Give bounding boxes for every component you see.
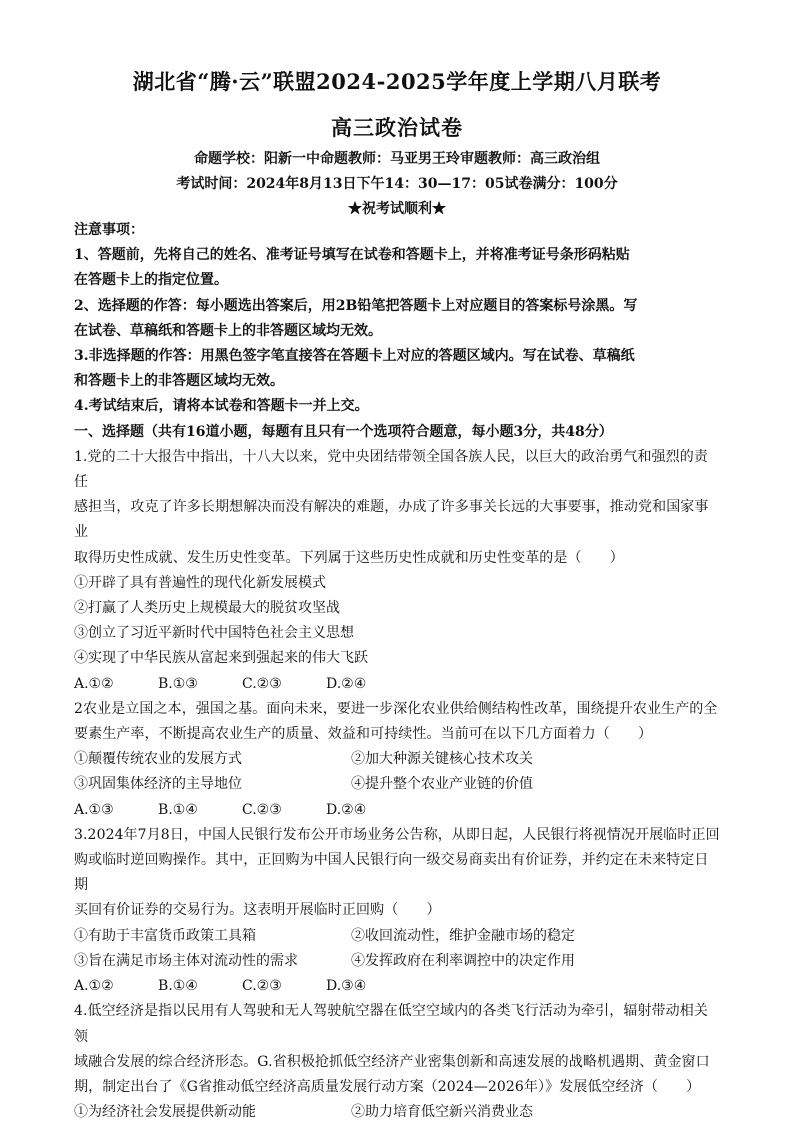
option-item: ①颠覆传统农业的发展方式: [74, 751, 242, 768]
option-row: [74, 747, 722, 772]
question-stem-line: 域融合发展的综合经济形态。G.省积极抢抓低空经济产业密集创新和高速发展的战略机遇期、黄金窗口: [74, 1053, 710, 1070]
question-1: [74, 445, 722, 697]
option-item: ④提升整个农业产业链的价值: [351, 776, 533, 793]
option-row: [74, 949, 722, 974]
question-3: [74, 823, 722, 999]
option-item: ①有助于丰富货币政策工具箱: [74, 927, 256, 944]
answer-choices: [74, 798, 722, 823]
section-heading: 一、选择题（共有16道小题，每题有且只有一个选项符合题意，每小题3分，共48分）: [74, 423, 613, 440]
option-item: ③旨在满足市场主体对流动性的需求: [74, 952, 298, 969]
choice-c: C.②③: [242, 978, 282, 995]
option-item: ②助力培育低空新兴消费业态: [351, 1104, 533, 1121]
exam-title: 湖北省“腾·云”联盟2024-2025学年度上学期八月联考: [132, 69, 662, 94]
notes-line: 3.非选择题的作答：用黑色签字笔直接答在答题卡上对应的答题区域内。写在试卷、草稿纸: [74, 348, 635, 365]
option-row: [74, 772, 722, 797]
exam-blessing: ★祝考试顺利★: [348, 201, 446, 217]
answer-choices: [74, 974, 722, 999]
question-stem-line: 要素生产率，不断提高农业生产的质量、效益和可持续性。当前可在以下几方面着力（ ）: [74, 726, 653, 743]
question-stem-line: 期，制定出台了《G省推动低空经济高质量发展行动方案（2024—2026年）》发展低空经济（ ）: [74, 1078, 701, 1095]
choice-b: B.①③: [158, 675, 198, 692]
option-item: ②加大种源关键核心技术攻关: [351, 751, 533, 768]
choice-c: C.②③: [242, 801, 282, 818]
option-row: [74, 924, 722, 949]
answer-choices: [74, 672, 722, 697]
notes-line: 和答题卡上的非答题区域均无效。: [74, 373, 284, 390]
option-item: ①开辟了具有普遍性的现代化新发展模式: [74, 574, 326, 591]
option-item: ②打赢了人类历史上规模最大的脱贫攻坚战: [74, 600, 340, 617]
exam-authors: 命题学校：阳新一中命题教师：马亚男王玲审题教师：高三政治组: [194, 151, 600, 167]
notes-heading: 注意事项：: [74, 222, 144, 238]
choice-b: B.①④: [158, 978, 198, 995]
choice-d: D.②④: [326, 675, 367, 692]
question-stem-line: 感担当，攻克了许多长期想解决而没有解决的难题，办成了许多事关长远的大事要事，推动党和国家事业: [74, 499, 709, 541]
question-stem-line: 4.低空经济是指以民用有人驾驶和无人驾驶航空器在低空空域内的各类飞行活动为牵引，辐射带动相关领: [74, 1003, 708, 1045]
question-2: [74, 697, 722, 823]
notes-block: [74, 218, 722, 420]
choice-d: D.②④: [326, 801, 367, 818]
question-stem-line: 3.2024年7月8日，中国人民银行发布公开市场业务公告称，从即日起，人民银行将视情况开展临时正回: [74, 826, 720, 843]
option-item: ④发挥政府在利率调控中的决定作用: [351, 952, 575, 969]
question-stem-line: 取得历史性成就、发生历史性变革。下列属于这些历史性成就和历史性变革的是（ ）: [74, 549, 624, 566]
question-stem-line: 2农业是立国之本，强国之基。面向未来，要进一步深化农业供给侧结构性改革，围绕提升农业生产的全: [74, 700, 718, 717]
question-4: [74, 999, 722, 1125]
option-item: ②收回流动性，维护金融市场的稳定: [351, 927, 575, 944]
question-stem-line: 买回有价证券的交易行为。这表明开展临时正回购（ ）: [74, 902, 441, 919]
notes-line: 在答题卡上的指定位置。: [74, 272, 228, 289]
exam-body: [74, 218, 722, 1125]
notes-line: 4.考试结束后，请将本试卷和答题卡一并上交。: [74, 398, 369, 415]
choice-a: A.①②: [74, 978, 114, 995]
exam-subtitle: 高三政治试卷: [331, 115, 463, 140]
notes-line: 1、答题前，先将自己的姓名、准考证号填写在试卷和答题卡上，并将准考证号条形码粘贴: [74, 247, 630, 264]
exam-time: 考试时间：2024年8月13日下午14：30—17：05试卷满分：100分: [176, 176, 618, 192]
option-row: [74, 1100, 722, 1125]
notes-line: 在试卷、草稿纸和答题卡上的非答题区域均无效。: [74, 322, 382, 339]
option-item: ①为经济社会发展提供新动能: [74, 1104, 256, 1121]
question-stem-line: 购或临时逆回购操作。其中，正回购为中国人民银行向一级交易商卖出有价证券，并约定在未来特定日期: [74, 852, 709, 894]
choice-b: B.①④: [158, 801, 198, 818]
option-item: ③巩固集体经济的主导地位: [74, 776, 242, 793]
notes-line: 2、选择题的作答：每小题选出答案后，用2B铅笔把答题卡上对应题目的答案标号涂黑。写: [74, 297, 638, 314]
choice-a: A.①③: [74, 801, 114, 818]
choice-a: A.①②: [74, 675, 114, 692]
option-item: ③创立了习近平新时代中国特色社会主义思想: [74, 625, 354, 642]
question-stem-line: 1.党的二十大报告中指出，十八大以来，党中央团结带领全国各族人民，以巨大的政治勇气和强烈的责任: [74, 448, 708, 491]
choice-d: D.③④: [326, 978, 367, 995]
choice-c: C.②③: [242, 675, 282, 692]
option-item: ④实现了中华民族从富起来到强起来的伟大飞跃: [74, 650, 368, 667]
